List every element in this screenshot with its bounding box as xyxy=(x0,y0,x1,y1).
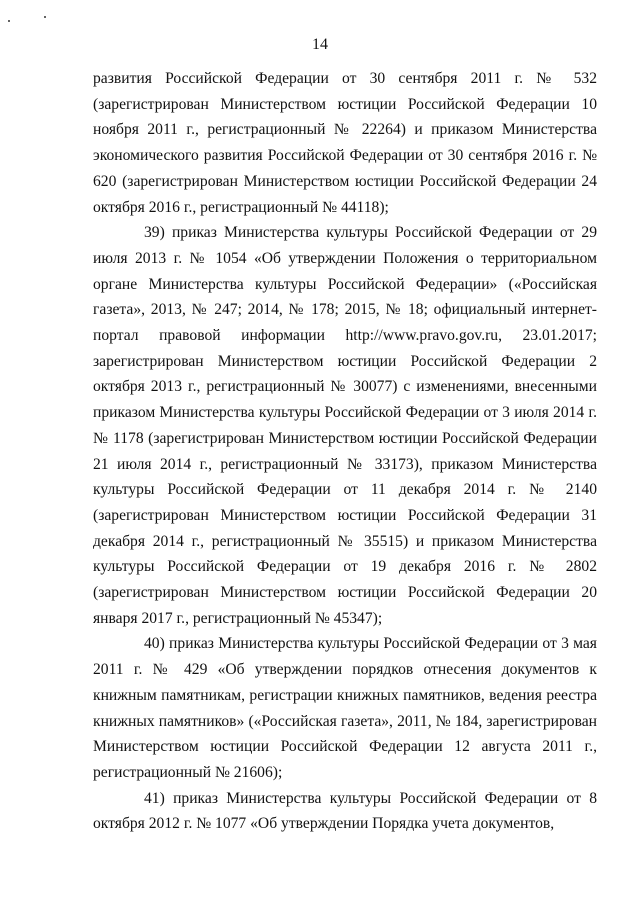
paragraph-item-41: 41) приказ Министерства культуры Российской Федерации от 8 октября 2012 г. № 1077 «Об утверждении Порядка учета документов, xyxy=(93,789,597,833)
scan-artifact xyxy=(44,16,46,18)
paragraph-item-39: 39) приказ Министерства культуры Российской Федерации от 29 июля 2013 г. № 1054 «Об утверждении Положения о территориальном органе Министерства культуры Российской Федерации» («Российская газета», 2013, № 247; 2014, № 178; 2015, № 18; официальный интернет-портал правовой информации http://www.pravo.gov.ru, 23.01.2017; зарегистрирован Министерством юстиции Российской Федерации 2 октября 2013 г., регистрационный № 30077) с изменениями, внесенными приказом Министерства культуры Российской Федерации от 3 июля 2014 г. № 1178 (зарегистрирован Министерством юстиции Российской Федерации 21 июля 2014 г., регистрационный № 33173), приказом Министерства культуры Российской Федерации от 11 декабря 2014 г. № 2140 (зарегистрирован Министерством юстиции Российской Федерации 31 декабря 2014 г., регистрационный № 35515) и приказом Министерства культуры Российской Федерации от 19 декабря 2016 г. № 2802 (зарегистрирован Министерством юстиции Российской Федерации 20 января 2017 г., регистрационный № 45347); xyxy=(93,224,597,627)
paragraph-continuation: развития Российской Федерации от 30 сентября 2011 г. № 532 (зарегистрирован Министерством юстиции Российской Федерации 10 ноября 2011 г., регистрационный № 22264) и приказом Министерства экономического развития Российской Федерации от 30 сентября 2016 г. № 620 (зарегистрирован Министерством юстиции Российской Федерации 24 октября 2016 г., регистрационный № 44118); xyxy=(93,70,597,216)
page-number: 14 xyxy=(312,36,328,53)
document-body xyxy=(93,66,597,837)
scan-artifact xyxy=(8,20,10,22)
paragraph-item-40: 40) приказ Министерства культуры Российской Федерации от 3 мая 2011 г. № 429 «Об утверждении порядков отнесения документов к книжным памятникам, регистрации книжных памятников, ведения реестра книжных памятников» («Российская газета», 2011, № 184, зарегистрирован Министерством юстиции Российской Федерации 12 августа 2011 г., регистрационный № 21606); xyxy=(93,635,597,781)
